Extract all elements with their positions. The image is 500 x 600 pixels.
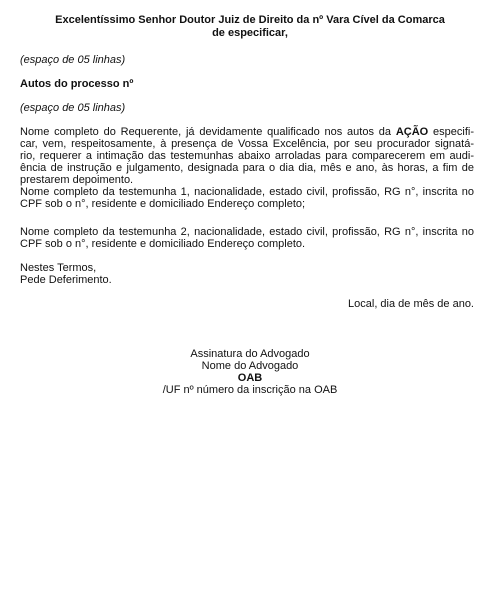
request-paragraph (20, 126, 474, 186)
witness-1-paragraph (20, 186, 474, 210)
space-note-1: (espaço de 05 linhas) (20, 54, 126, 66)
signature-line-2: Nome do Advogado (201, 360, 299, 372)
witness-1-line-2: CPF sob o n°, residente e domiciliado Endereço completo; (20, 198, 306, 210)
document-heading (20, 14, 480, 40)
space-note-2: (espaço de 05 linhas) (20, 102, 126, 114)
closing (20, 262, 474, 286)
request-line-3: rio, requerer a intimação das testemunhas abaixo arroladas para comparecerem em audi- (20, 150, 474, 162)
place-date: Local, dia de mês de ano. (348, 298, 474, 310)
witness-1-line-1: Nome completo da testemunha 1, nacionalidade, estado civil, profissão, RG n°, inscrita no (20, 186, 474, 198)
closing-line-1: Nestes Termos, (20, 262, 97, 274)
closing-line-2: Pede Deferimento. (20, 274, 112, 286)
signature-block (20, 348, 480, 396)
request-line-2: car, vem, respeitosamente, à presença de Vossa Excelência, por seu procurador signatá- (20, 138, 474, 150)
witness-2-paragraph (20, 226, 474, 250)
heading-line-2: de especificar, (212, 27, 288, 39)
oab-label: OAB (237, 372, 263, 384)
process-label: Autos do processo nº (20, 78, 134, 90)
witness-2-line-2: CPF sob o n°, residente e domiciliado Endereço completo. (20, 238, 306, 250)
signature-line-3: OAB /UF nº número da inscrição na OAB (162, 372, 338, 396)
witness-2-line-1: Nome completo da testemunha 2, nacionalidade, estado civil, profissão, RG n°, inscrita no (20, 226, 474, 238)
request-line-5: prestarem depoimento. (20, 174, 134, 186)
signature-line-1: Assinatura do Advogado (190, 348, 310, 360)
request-line-4: ência de instrução e julgamento, designada para o dia dia, mês e ano, às horas, a fim de (20, 162, 474, 174)
action-word: AÇÃO (395, 126, 429, 138)
request-line-1: Nome completo do Requerente, já devidamente qualificado nos autos da AÇÃO especifi- (20, 126, 474, 138)
heading-line-1: Excelentíssimo Senhor Doutor Juiz de Direito da nº Vara Cível da Comarca (55, 14, 445, 26)
